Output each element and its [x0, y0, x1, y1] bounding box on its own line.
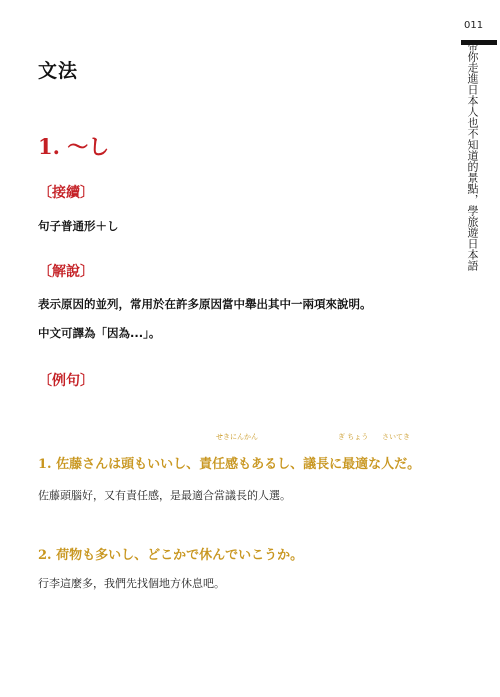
- explanation-label: 〔解說〕: [38, 264, 94, 280]
- explanation-line-1: 表示原因的並列，常用於在許多原因當中舉出其中一兩項來說明。: [38, 297, 372, 311]
- page-title: 文法: [38, 60, 79, 82]
- ruby-saiteki: さいてき: [382, 433, 410, 441]
- explanation-line-2: 中文可譯為「因為...」。: [38, 326, 161, 340]
- page-number: 011: [464, 20, 484, 31]
- ruby-gichou: ぎ ちょう: [338, 433, 369, 441]
- grammar-heading: 1. ～し: [38, 134, 110, 159]
- examples-label: 〔例句〕: [38, 373, 94, 389]
- ruby-sekininkan: せきにんかん: [216, 433, 258, 441]
- example-2-japanese: 2. 荷物も多いし、どこかで休んでいこうか。: [38, 548, 304, 563]
- example-1-translation: 佐藤頭腦好，又有責任感，是最適合當議長的人選。: [38, 489, 291, 502]
- example-1-japanese: 1. 佐藤さんは頭もいいし、責任感もあるし、議長に最適な人だ。: [38, 457, 421, 472]
- connection-label: 〔接續〕: [38, 185, 94, 201]
- side-title: 帶你走進日本人也不知道的景點，學旅遊日本語: [466, 40, 479, 271]
- example-2-translation: 行李這麼多，我們先找個地方休息吧。: [38, 577, 225, 590]
- connection-text: 句子普通形＋し: [38, 219, 119, 233]
